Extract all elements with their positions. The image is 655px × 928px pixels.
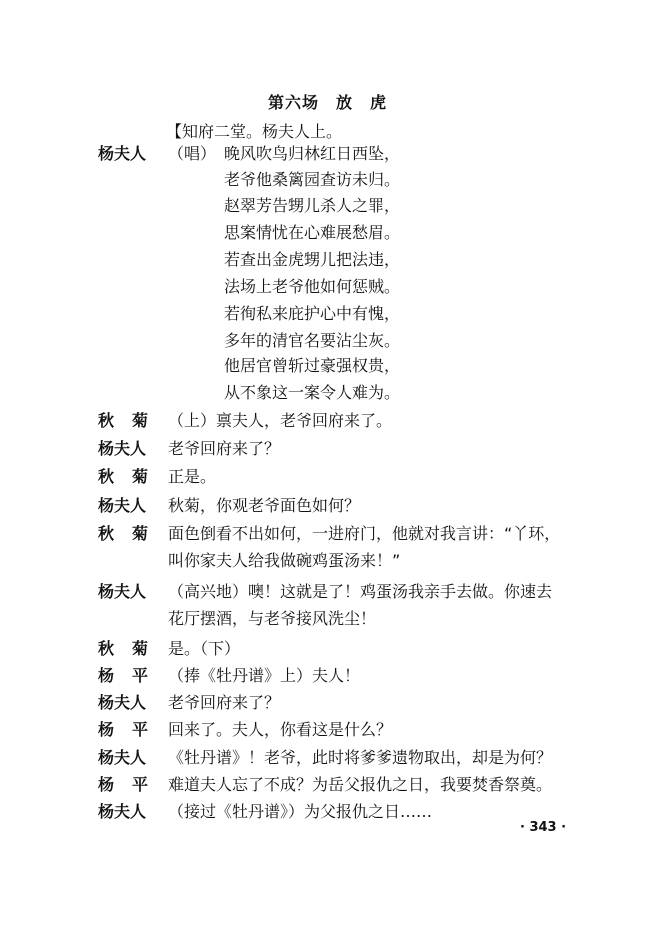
verse-line: 从不象这一案令人难为。 bbox=[224, 383, 401, 402]
verse-line: 思案情忧在心难展愁眉。 bbox=[224, 223, 401, 242]
speaker-name: 杨夫人 bbox=[98, 582, 147, 601]
speaker-name: 杨平 bbox=[98, 775, 167, 794]
dialogue-line: 面色倒看不出如何，一进府门，他就对我言讲：“丫环， bbox=[168, 524, 561, 543]
dialogue-line: 回来了。夫人，你看这是什么？ bbox=[168, 720, 393, 739]
stage-direction: 【知府二堂。杨夫人上。 bbox=[166, 122, 343, 141]
speaker-name: 秋菊 bbox=[98, 524, 167, 543]
speaker-name: 秋菊 bbox=[98, 411, 167, 430]
verse-line: 若查出金虎甥儿把法违， bbox=[224, 250, 401, 269]
dialogue-line: （接过《牡丹谱》）为父报仇之日…… bbox=[168, 802, 433, 821]
speaker-name: 秋菊 bbox=[98, 639, 167, 658]
speaker-name: 杨平 bbox=[98, 666, 167, 685]
verse-line: 他居官曾斩过豪强权贵， bbox=[224, 356, 401, 375]
dialogue-line: 难道夫人忘了不成？为岳父报仇之日，我要焚香祭奠。 bbox=[168, 775, 553, 794]
verse-line: 赵翠芳告甥儿杀人之罪， bbox=[224, 196, 401, 215]
dialogue-line: 正是。 bbox=[168, 467, 217, 486]
verse-line: 老爷他桑篱园查访未归。 bbox=[224, 170, 401, 189]
verse-line: 晚风吹鸟归林红日西坠， bbox=[224, 144, 401, 163]
sung-cue: （唱） bbox=[168, 144, 217, 163]
dialogue-line: （高兴地）噢！这就是了！鸡蛋汤我亲手去做。你速去 bbox=[168, 582, 553, 601]
speaker-name: 杨夫人 bbox=[98, 802, 147, 821]
speaker-name: 杨夫人 bbox=[98, 144, 147, 163]
dialogue-line: （捧《牡丹谱》上）夫人！ bbox=[168, 666, 361, 685]
scene-title: 第六场 放 虎 bbox=[267, 93, 387, 112]
dialogue-line: 《牡丹谱》！老爷，此时将爹爹遗物取出，却是为何？ bbox=[168, 748, 553, 767]
speaker-name: 杨夫人 bbox=[98, 496, 147, 515]
speaker-name: 杨夫人 bbox=[98, 693, 147, 712]
dialogue-line: 老爷回府来了？ bbox=[168, 439, 281, 458]
speaker-name: 秋菊 bbox=[98, 467, 167, 486]
dialogue-continuation: 花厅摆酒，与老爷接风洗尘！ bbox=[168, 609, 377, 628]
dialogue-line: （上）禀夫人，老爷回府来了。 bbox=[168, 411, 393, 430]
dialogue-continuation: 叫你家夫人给我做碗鸡蛋汤来！” bbox=[168, 551, 401, 570]
verse-line: 法场上老爷他如何惩贼。 bbox=[224, 277, 401, 296]
page-number: · 343 · bbox=[520, 820, 567, 835]
speaker-name: 杨夫人 bbox=[98, 439, 147, 458]
speaker-name: 杨平 bbox=[98, 720, 167, 739]
dialogue-line: 老爷回府来了？ bbox=[168, 693, 281, 712]
verse-line: 若徇私来庇护心中有愧， bbox=[224, 304, 401, 323]
dialogue-line: 秋菊，你观老爷面色如何？ bbox=[168, 496, 361, 515]
verse-line: 多年的清官名要沾尘灰。 bbox=[224, 331, 401, 350]
dialogue-line: 是。（下） bbox=[168, 639, 241, 658]
speaker-name: 杨夫人 bbox=[98, 748, 147, 767]
